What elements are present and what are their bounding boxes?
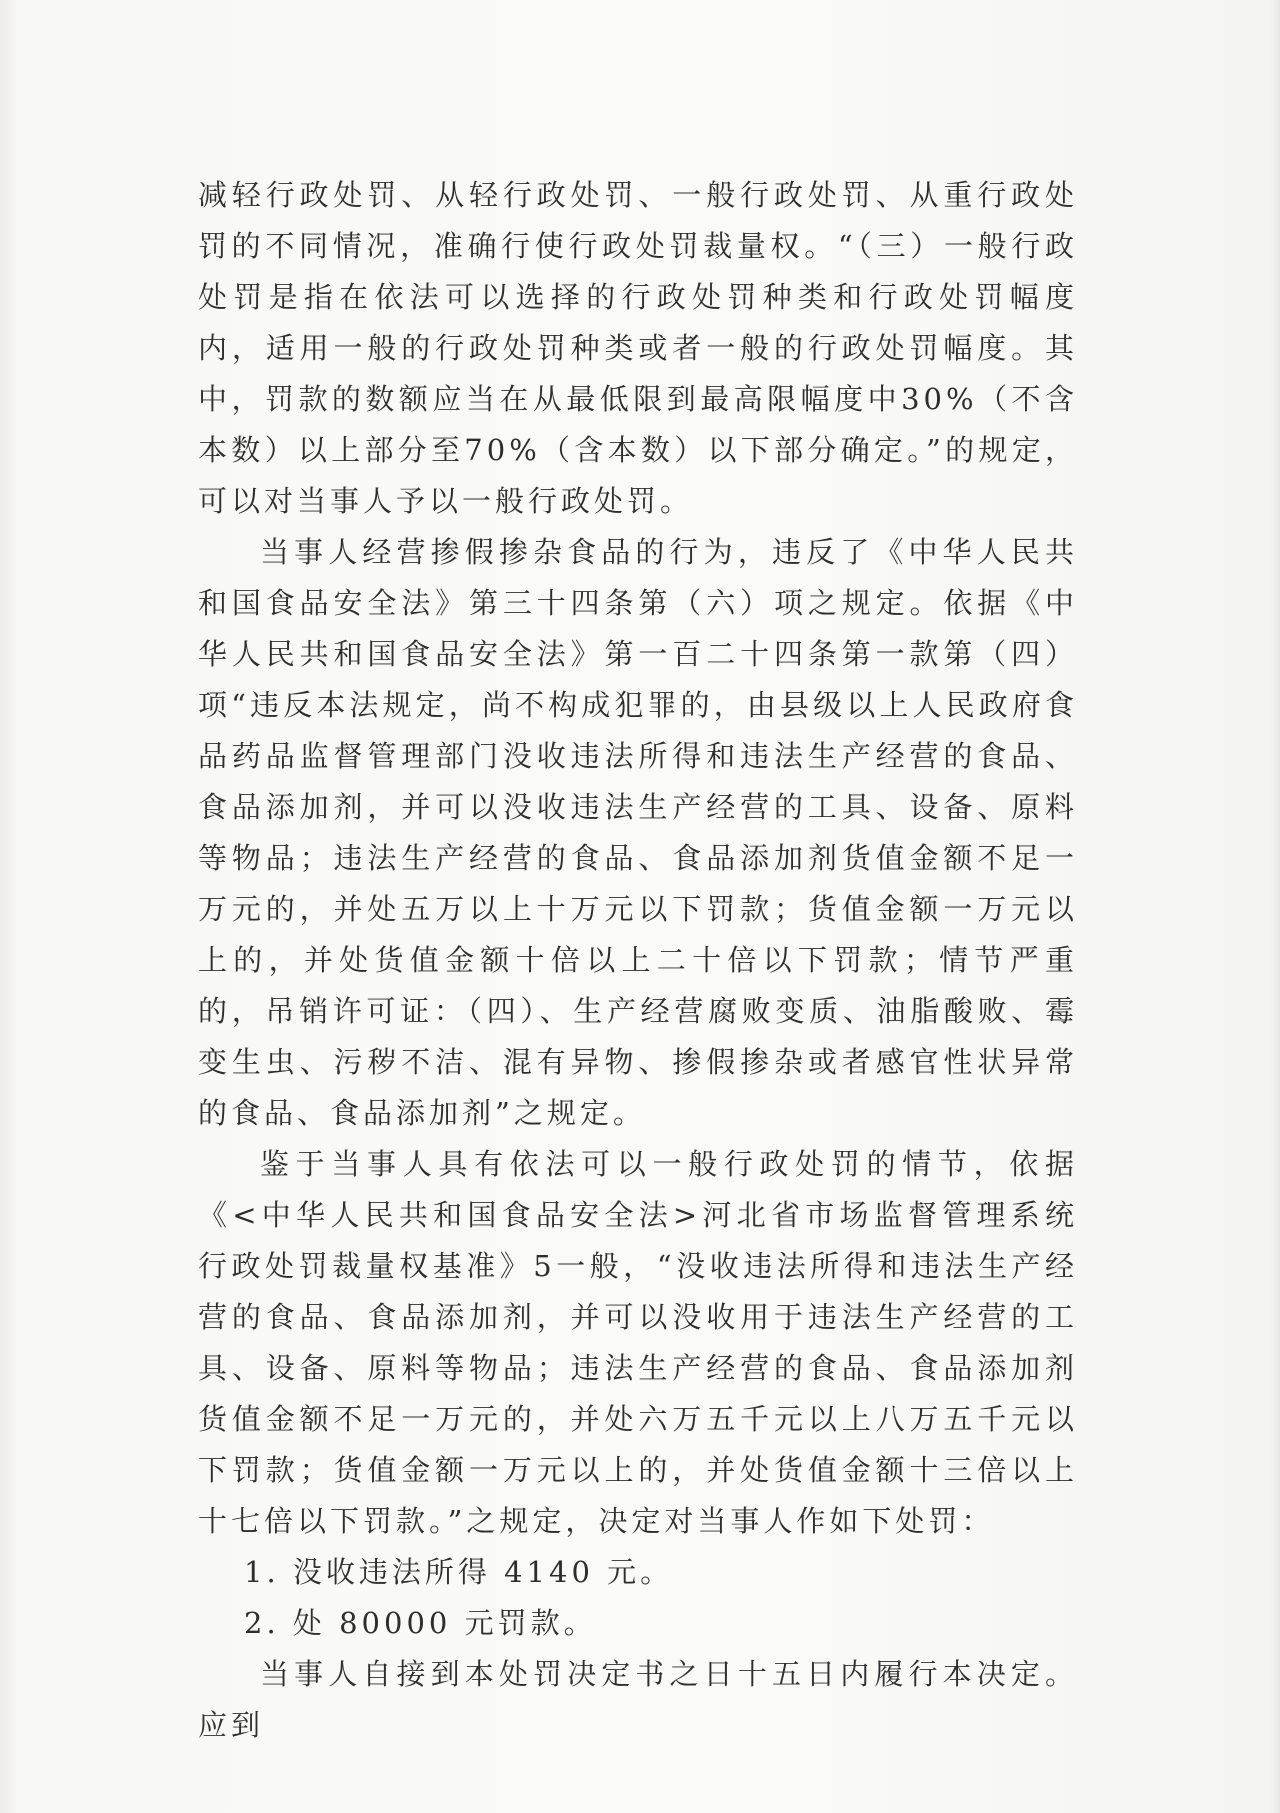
penalty-item-fine: 2. 处 80000 元罚款。 bbox=[244, 1606, 597, 1640]
page-edge-shadow bbox=[1270, 0, 1280, 1813]
paragraph-closing: 当事人自接到本处罚决定书之日十五日内履行本决定。应到 bbox=[198, 1657, 1078, 1742]
penalty-item-confiscation: 1. 没收违法所得 4140 元。 bbox=[244, 1555, 674, 1589]
document-body bbox=[198, 170, 1078, 1751]
paragraph-basis: 鉴于当事人具有依法可以一般行政处罚的情节，依据《<中华人民共和国食品安全法>河北省市场监督管理系统行政处罚裁量权基准》5一般，“没收违法所得和违法生产经营的食品、食品添加剂，并可以没收用于违法生产经营的工具、设备、原料等物品；违法生产经营的食品、食品添加剂货值金额不足一万元的，并处六万五千元以上八万五千元以下罚款；货值金额一万元以上的，并处货值金额十三倍以上十七倍以下罚款。”之规定，决定对当事人作如下处罚： bbox=[198, 1147, 1078, 1538]
paragraph-violation: 当事人经营掺假掺杂食品的行为，违反了《中华人民共和国食品安全法》第三十四条第（六）项之规定。依据《中华人民共和国食品安全法》第一百二十四条第一款第（四）项“违反本法规定，尚不构成犯罪的，由县级以上人民政府食品药品监督管理部门没收违法所得和违法生产经营的食品、食品添加剂，并可以没收违法生产经营的工具、设备、原料等物品；违法生产经营的食品、食品添加剂货值金额不足一万元的，并处五万以上十万元以下罚款；货值金额一万元以上的，并处货值金额十倍以上二十倍以下罚款；情节严重的，吊销许可证：（四）、生产经营腐败变质、油脂酸败、霉变生虫、污秽不洁、混有异物、掺假掺杂或者感官性状异常的食品、食品添加剂”之规定。 bbox=[198, 535, 1078, 1130]
paragraph-discretion: 减轻行政处罚、从轻行政处罚、一般行政处罚、从重行政处罚的不同情况，准确行使行政处罚裁量权。“（三）一般行政处罚是指在依法可以选择的行政处罚种类和行政处罚幅度内，适用一般的行政处罚种类或者一般的行政处罚幅度。其中，罚款的数额应当在从最低限到最高限幅度中30%（不含本数）以上部分至70%（含本数）以下部分确定。”的规定，可以对当事人予以一般行政处罚。 bbox=[198, 178, 1078, 518]
